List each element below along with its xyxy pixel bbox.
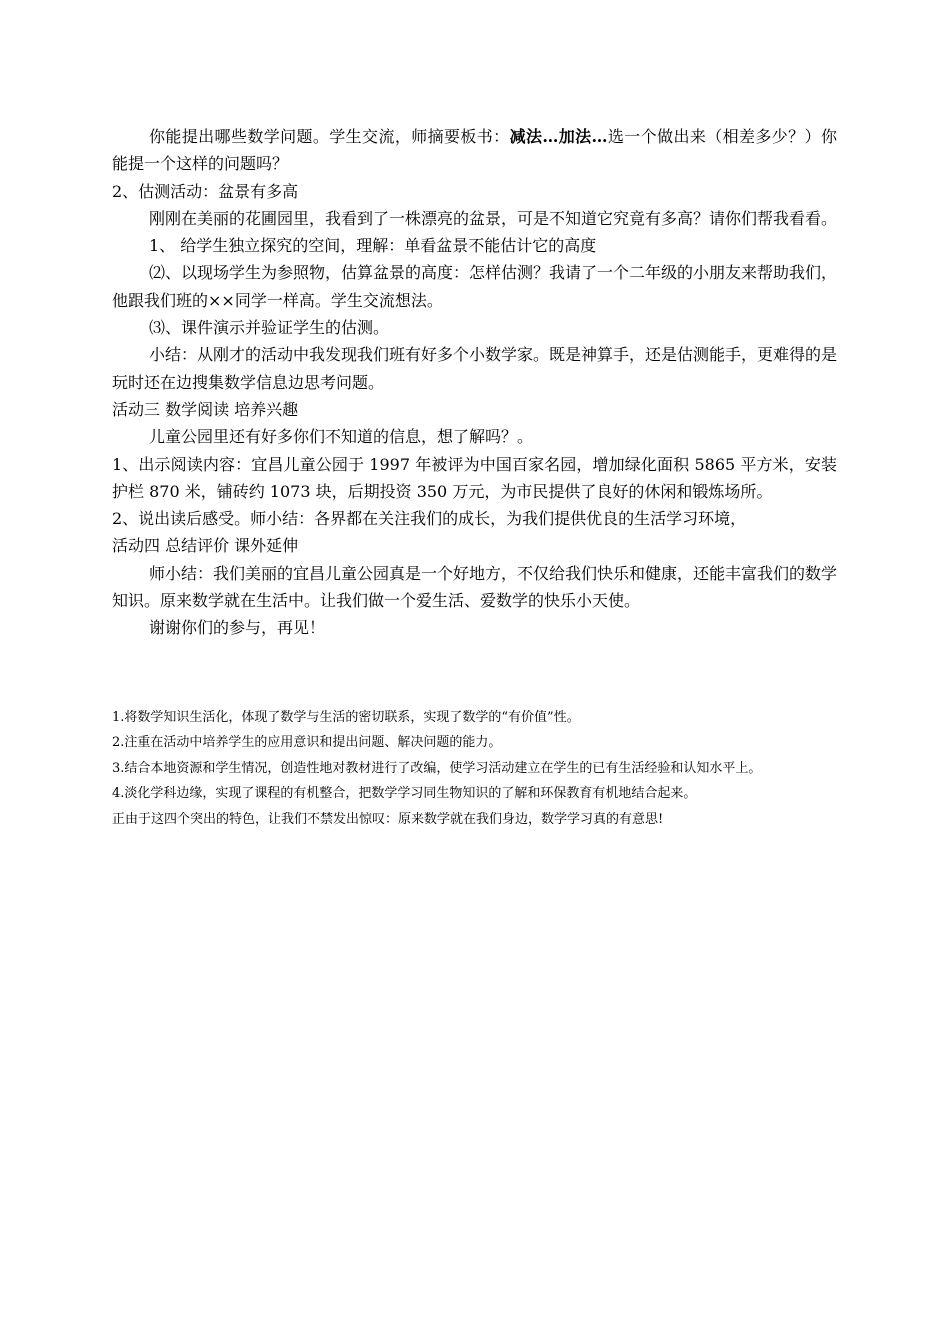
paragraph-text: 刚刚在美丽的花圃园里，我看到了一株漂亮的盆景，可是不知道它究竟有多高？请你们帮我看看。: [149, 208, 838, 228]
paragraph-text: ⑵、以现场学生为参照物，估算盆景的高度：怎样估测？我请了一个二年级的小朋友来帮助我们，他跟我们班的××同学一样高。学生交流想法。: [112, 263, 838, 310]
paragraph: [112, 396, 837, 423]
paragraph: [112, 532, 837, 559]
paragraph: [112, 341, 837, 396]
paragraph: [112, 205, 837, 232]
paragraph-text: 1、出示阅读内容：宜昌儿童公园于 1997 年被评为中国百家名园，增加绿化面积 5865 平方米，安装护栏 870 米，铺砖约 1073 块，后期投资 350 万元，为市民提供了良好的休闲和锻炼场所。: [112, 454, 837, 501]
paragraph: [112, 178, 837, 205]
paragraph: [112, 423, 837, 450]
feature-item: 1.将数学知识生活化，体现了数学与生活的密切联系，实现了数学的“有价值”性。: [112, 709, 580, 725]
paragraph-text: 选一个做出来（相差多少？）你能提一个这样的问题吗？: [112, 127, 837, 174]
section-gap: [112, 642, 837, 705]
feature-item: 2.注重在活动中培养学生的应用意识和提出问题、解决问题的能力。: [112, 735, 502, 751]
feature-item: 4.淡化学科边缘，实现了课程的有机整合，把数学学习同生物知识的了解和环保教育有机地结合起来。: [112, 786, 697, 802]
paragraph: [112, 560, 837, 615]
paragraph-text: 2、估测活动：盆景有多高: [112, 181, 299, 201]
paragraph-text: 谢谢你们的参与，再见！: [149, 618, 326, 638]
paragraph-text: 1、 给学生独立探究的空间，理解：单看盆景不能估计它的高度: [149, 236, 597, 256]
feature-item: 3.结合本地资源和学生情况，创造性地对教材进行了改编，使学习活动建立在学生的已有生活经验和认知水平上。: [112, 760, 762, 776]
paragraph-text: 你能提出哪些数学问题。学生交流，师摘要板书：: [149, 127, 510, 146]
document-body: [112, 123, 837, 832]
paragraph-text: 师小结：我们美丽的宜昌儿童公园真是一个好地方，不仅给我们快乐和健康，还能丰富我们的数学知识。原来数学就在生活中。让我们做一个爱生活、爱数学的快乐小天使。: [112, 563, 838, 611]
paragraph: [112, 614, 837, 641]
paragraph: [112, 451, 837, 506]
paragraph: [112, 505, 837, 532]
paragraph-text: 活动四 总结评价 课外延伸: [112, 536, 299, 556]
feature-item: 正由于这四个突出的特色，让我们不禁发出惊叹：原来数学就在我们身边，数学学习真的有意思!: [112, 811, 664, 827]
bold-text: 减法…加法…: [509, 127, 608, 146]
paragraph-text: 2、说出读后感受。师小结：各界都在关注我们的成长，为我们提供优良的生活学习环境，: [112, 509, 747, 529]
paragraph-text: ⑶、课件演示并验证学生的估测。: [149, 318, 390, 338]
lesson-paragraphs: [112, 123, 837, 642]
paragraph: [112, 123, 837, 178]
feature-list: [112, 705, 837, 833]
paragraph-text: 小结：从刚才的活动中我发现我们班有好多个小数学家。既是神算手，还是估测能手，更难得的是玩时还在边搜集数学信息边思考问题。: [112, 345, 838, 392]
paragraph: [112, 314, 837, 341]
paragraph-text: 活动三 数学阅读 培养兴趣: [112, 399, 299, 419]
paragraph: [112, 232, 837, 259]
paragraph: [112, 259, 837, 314]
paragraph-text: 儿童公园里还有好多你们不知道的信息，想了解吗？。: [149, 427, 534, 447]
